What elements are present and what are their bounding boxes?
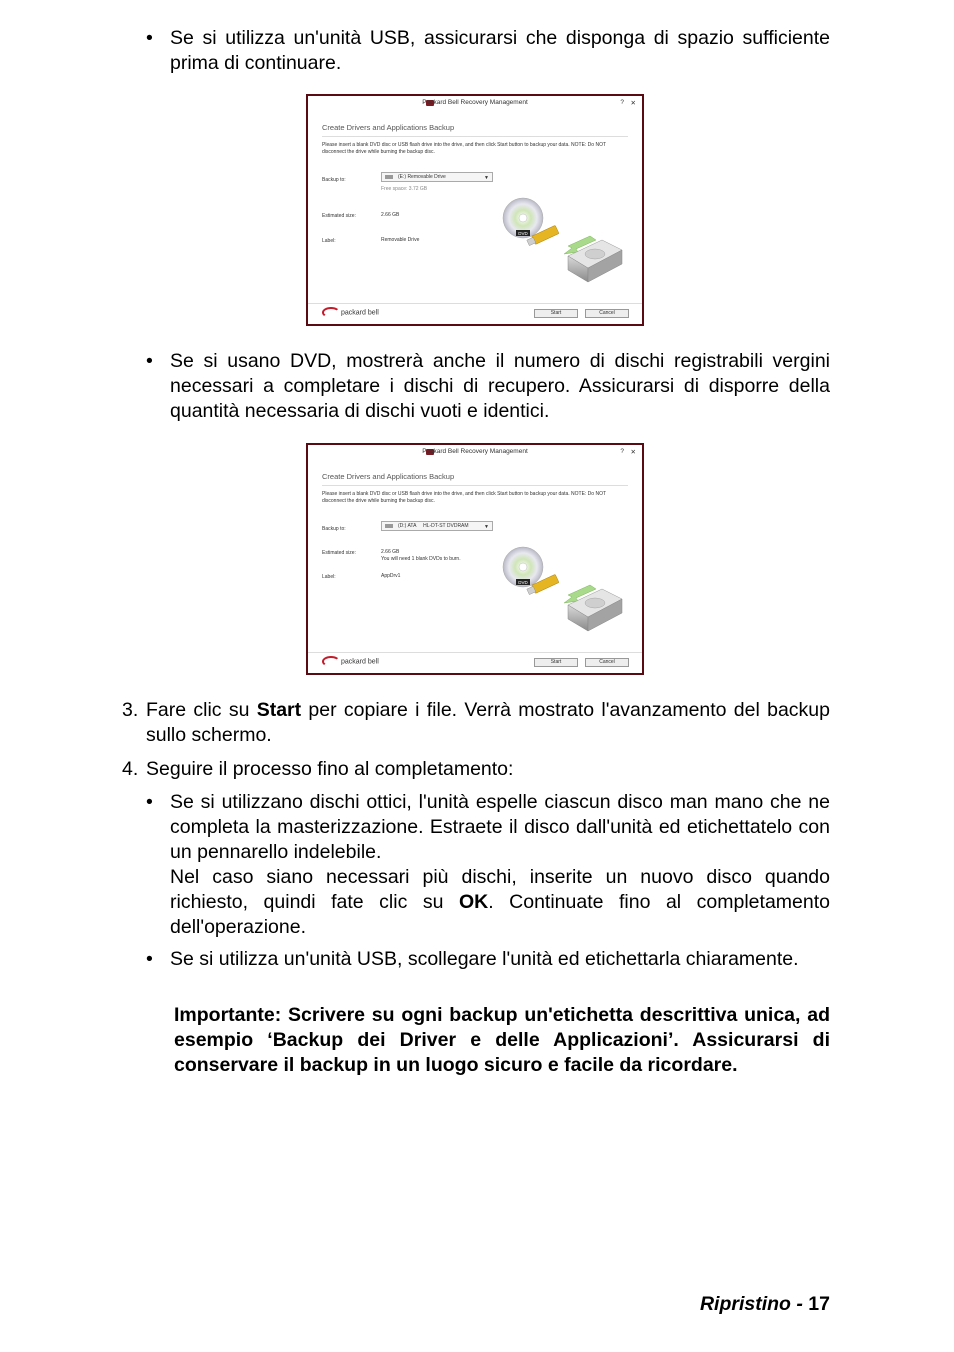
- step-4-text: Seguire il processo fino al completamento:: [146, 758, 514, 780]
- usb-drive-icon: [385, 175, 393, 179]
- bullet-marker: •: [146, 350, 153, 372]
- ok-keyword: OK: [458, 891, 489, 913]
- cancel-button[interactable]: Cancel: [585, 309, 629, 318]
- packard-bell-logo: packard bell: [322, 307, 379, 318]
- optical-bullet-text: Se si utilizzano dischi ottici, l'unità espelle ciascun disco man mano che ne completa la masterizzazione. Estraete il disco dall'unità ed etichettatelo con un pennarello indelebile. Nel caso siano necessari più dischi, inserite un nuovo disco quando richiesto, quindi fate clic su OK. Continuate fino al completamento dell'operazione.: [170, 791, 830, 938]
- close-icon[interactable]: ✕: [630, 449, 636, 456]
- backup-to-value: (E:) Removable Drive: [398, 174, 446, 180]
- usb-unplug-bullet-text: Se si utilizza un'unità USB, scollegare l'unità ed etichettarla chiaramente.: [170, 948, 799, 970]
- backup-illustration: [498, 196, 628, 286]
- chevron-down-icon: ▼: [484, 524, 489, 530]
- estimated-size-label: Estimated size:: [322, 550, 356, 556]
- dvd-drive-icon: [385, 524, 393, 528]
- svg-text:DVD: DVD: [518, 579, 528, 585]
- page-number: 17: [808, 1293, 830, 1315]
- label-value: AppDrv1: [381, 573, 401, 579]
- step-3-text: Fare clic su Start per copiare i file. Verrà mostrato l'avanzamento del backup sullo schermo.: [146, 699, 830, 746]
- backup-to-dropdown[interactable]: [381, 521, 493, 531]
- step-number: 4.: [122, 758, 139, 780]
- page-footer: [700, 1293, 830, 1316]
- chevron-down-icon: ▼: [484, 175, 489, 181]
- estimated-size-label: Estimated size:: [322, 213, 356, 219]
- window-title: Packard Bell Recovery Management: [422, 448, 528, 455]
- start-button[interactable]: Start: [534, 309, 578, 318]
- footer-divider: [308, 303, 642, 304]
- instructions-text: Please insert a blank DVD disc or USB flash drive into the drive, and then click Start button to backup your data. NOTE: Do NOT disconnect the drive while burning the backup disc.: [322, 142, 606, 155]
- important-note: Importante: Scrivere su ogni backup un'etichetta descrittiva unica, ad esempio ‘Backup dei Driver e delle Applicazioni’. Assicurarsi di conservare il backup in un luogo sicuro e facile da ricordare.: [174, 1004, 830, 1076]
- estimated-size-value: 2.66 GB: [381, 212, 400, 218]
- divider: [322, 485, 628, 486]
- step-number: 3.: [122, 699, 139, 721]
- bullet-marker: •: [146, 27, 153, 49]
- label-label: Label:: [322, 238, 336, 244]
- start-keyword: Start: [256, 699, 302, 721]
- usb-space-bullet-text: Se si utilizza un'unità USB, assicurarsi che disponga di spazio sufficiente prima di continuare.: [170, 27, 830, 74]
- dialog-heading: Create Drivers and Applications Backup: [322, 472, 455, 481]
- svg-text:DVD: DVD: [518, 230, 528, 236]
- help-icon[interactable]: ?: [620, 99, 624, 106]
- disc-count-note: You will need 1 blank DVDs to burn.: [381, 556, 461, 562]
- recovery-window-usb: [306, 94, 644, 326]
- window-title: Packard Bell Recovery Management: [422, 99, 528, 106]
- divider: [322, 136, 628, 137]
- bullet-marker: •: [146, 791, 153, 813]
- backup-to-label: Backup to:: [322, 177, 346, 183]
- dialog-heading: Create Drivers and Applications Backup: [322, 123, 455, 132]
- backup-illustration: [498, 545, 628, 635]
- dvd-bullet-text: Se si usano DVD, mostrerà anche il numero di dischi registrabili vergini necessari a completare i dischi di recupero. Assicurarsi di disporre della quantità necessaria di dischi vuoti e identici.: [170, 350, 830, 422]
- help-icon[interactable]: ?: [620, 448, 624, 455]
- instructions-text: Please insert a blank DVD disc or USB flash drive into the drive, and then click Start button to backup your data. NOTE: Do NOT disconnect the drive while burning the backup disc.: [322, 491, 606, 504]
- free-space-text: Free space: 3.72 GB: [381, 186, 428, 192]
- packard-bell-logo: packard bell: [322, 656, 379, 667]
- footer-divider: [308, 652, 642, 653]
- section-name: Ripristino -: [699, 1293, 803, 1315]
- backup-to-dropdown[interactable]: [381, 172, 493, 182]
- recovery-window-dvd: [306, 443, 644, 675]
- backup-to-value: (D:) ATA HL-DT-ST DVDRAM: [398, 523, 469, 529]
- estimated-size-value: 2.66 GB: [381, 549, 400, 555]
- label-value: Removable Drive: [381, 237, 420, 243]
- cancel-button[interactable]: Cancel: [585, 658, 629, 667]
- backup-to-label: Backup to:: [322, 526, 346, 532]
- bullet-marker: •: [146, 948, 153, 970]
- start-button[interactable]: Start: [534, 658, 578, 667]
- close-icon[interactable]: ✕: [630, 100, 636, 107]
- label-label: Label:: [322, 574, 336, 580]
